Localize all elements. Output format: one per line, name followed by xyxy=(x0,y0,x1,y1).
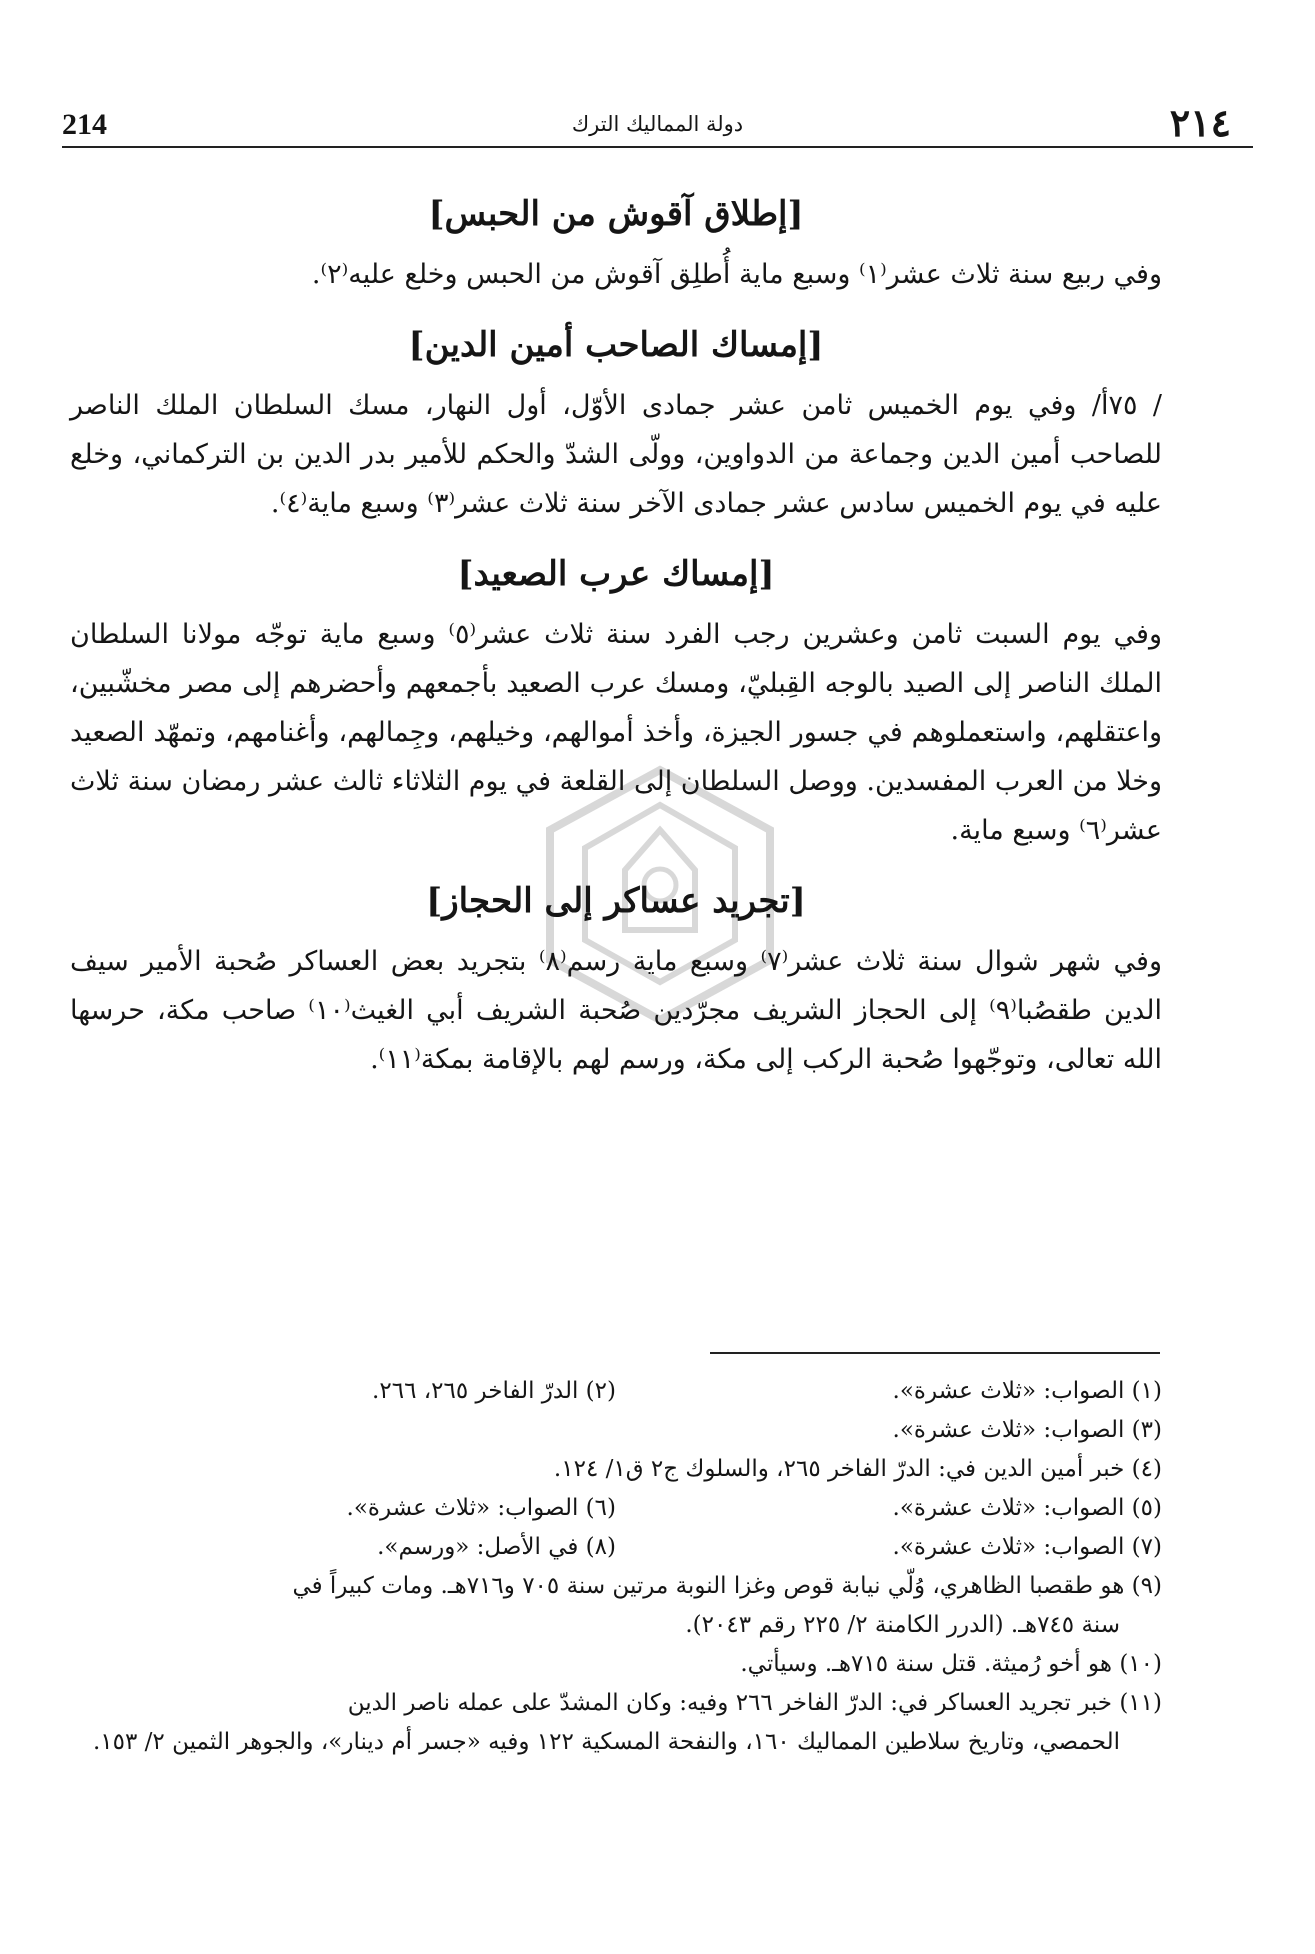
page-number-arabic: ٢١٤ xyxy=(1169,100,1231,145)
running-header xyxy=(62,100,1253,148)
folio-marker: / ٧٥أ/ xyxy=(1091,390,1162,421)
main-text xyxy=(70,188,1162,1104)
footnote-11: (١١) خبر تجريد العساكر في: الدرّ الفاخر ٢٦٦ وفيه: وكان المشدّ على عمله ناصر الدين xyxy=(347,1690,1162,1716)
footnote-5: (٥) الصواب: «ثلاث عشرة». xyxy=(892,1495,1162,1521)
section-heading-aqush-release: [إطلاق آقوش من الحبس] xyxy=(428,194,804,234)
footnote-9-continuation: سنة ٧٤٥هـ. (الدرر الكامنة ٢/ ٢٢٥ رقم ٢٠٤٣). xyxy=(685,1612,1120,1638)
footnote-6: (٦) الصواب: «ثلاث عشرة». xyxy=(346,1495,616,1521)
paragraph-sa'id-arabs: وفي يوم السبت ثامن وعشرين رجب الفرد سنة ثلاث عشر⁽٥⁾ وسبع ماية توجّه مولانا السلطان الملك الناصر إلى الصيد بالوجه القِبليّ، ومسك عرب الصعيد بأجمعهم وأحضرهم إلى مصر مخشّبين، واعتقلهم، واستعملوهم في جسور الجيزة، وأخذ أموالهم، وخيلهم، وجِمالهم، وأغنامهم، وتمهّد الصعيد وخلا من العرب المفسدين. ووصل السلطان إلى القلعة في يوم الثلاثاء ثالث عشر رمضان سنة ثلاث عشر⁽٦⁾ وسبع ماية. xyxy=(70,619,1162,846)
footnote-row xyxy=(70,1528,1162,1567)
header-rule xyxy=(62,146,1253,148)
footnote-1: (١) الصواب: «ثلاث عشرة». xyxy=(892,1378,1162,1404)
paragraph-aqush-release: وفي ربيع سنة ثلاث عشر⁽١⁾ وسبع ماية أُطلِق آقوش من الحبس وخلع عليه⁽٢⁾. xyxy=(311,259,1162,290)
footnote-3: (٣) الصواب: «ثلاث عشرة». xyxy=(892,1417,1162,1443)
footnote-9: (٩) هو طقصبا الظاهري، وُلّي نيابة قوص وغزا النوبة مرتين سنة ٧٠٥ و٧١٦هـ. ومات كبيراً في xyxy=(292,1573,1162,1599)
paragraph-hijaz-troops: وفي شهر شوال سنة ثلاث عشر⁽٧⁾ وسبع ماية رسم⁽٨⁾ بتجريد بعض العساكر صُحبة الأمير سيف الدين طقصُبا⁽٩⁾ إلى الحجاز الشريف مجرّدين صُحبة الشريف أبي الغيث⁽١٠⁾ صاحب مكة، حرسها الله تعالى، وتوجّهوا صُحبة الركب إلى مكة، ورسم لهم بالإقامة بمكة⁽١١⁾. xyxy=(70,946,1163,1075)
footnote-10: (١٠) هو أخو رُميثة. قتل سنة ٧١٥هـ. وسيأتي. xyxy=(740,1651,1162,1677)
footnote-2: (٢) الدرّ الفاخر ٢٦٥، ٢٦٦. xyxy=(372,1378,616,1404)
section-heading-sa'id-arabs: [إمساك عرب الصعيد] xyxy=(457,554,775,594)
paragraph-amin-aldin xyxy=(70,381,1162,528)
page-number-latin: 214 xyxy=(62,108,107,141)
footnote-row xyxy=(70,1372,1162,1411)
footnote-8: (٨) في الأصل: «ورسم». xyxy=(377,1534,616,1560)
footnote-4: (٤) خبر أمين الدين في: الدرّ الفاخر ٢٦٥، والسلوك ج٢ ق١/ ١٢٤. xyxy=(553,1456,1162,1482)
section-heading-hijaz-troops: [تجريد عساكر إلى الحجاز] xyxy=(426,881,806,921)
footnote-7: (٧) الصواب: «ثلاث عشرة». xyxy=(892,1534,1162,1560)
footnote-separator xyxy=(710,1352,1160,1354)
footnote-11-continuation: الحمصي، وتاريخ سلاطين المماليك ١٦٠، والنفحة المسكية ١٢٢ وفيه «جسر أم دينار»، والجوهر الثمين ٢/ ١٥٣. xyxy=(92,1729,1120,1755)
section-heading-amin-aldin: [إمساك الصاحب أمين الدين] xyxy=(408,325,824,365)
paragraph-amin-aldin-text: وفي يوم الخميس ثامن عشر جمادى الأوّل، أول النهار، مسك السلطان الملك الناصر للصاحب أمين الدين وجماعة من الدواوين، وولّى الشدّ والحكم للأمير بدر الدين بن التركماني، وخلع عليه في يوم الخميس سادس عشر جمادى الآخر سنة ثلاث عشر⁽٣⁾ وسبع ماية⁽٤⁾. xyxy=(70,390,1162,519)
footnotes xyxy=(70,1372,1162,1762)
running-title: دولة المماليك الترك xyxy=(571,112,744,136)
footnote-row xyxy=(70,1489,1162,1528)
